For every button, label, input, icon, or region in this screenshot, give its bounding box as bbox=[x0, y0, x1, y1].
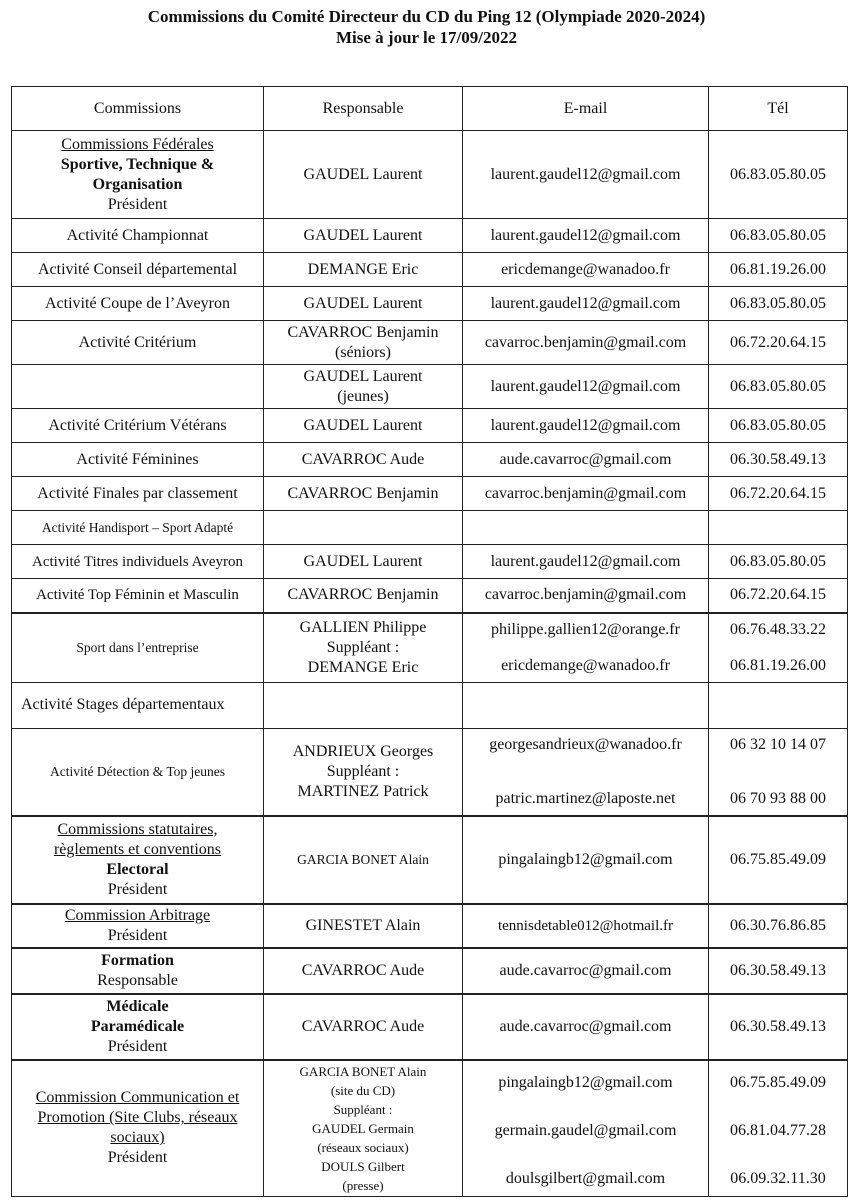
responsable-cell bbox=[264, 682, 463, 728]
email-cell bbox=[463, 1060, 709, 1197]
responsable-cell: GAUDEL Laurent bbox=[264, 409, 463, 443]
table-row bbox=[12, 904, 848, 948]
commission-cell: Activité Féminines bbox=[12, 443, 264, 477]
tel-cell: 06.30.58.49.13 bbox=[709, 948, 848, 994]
responsable-name: GARCIA BONET Alain bbox=[299, 1063, 427, 1079]
responsable-cell bbox=[264, 321, 463, 365]
commission-cell bbox=[12, 948, 264, 994]
email-tertiary: doulsgilbert@gmail.com bbox=[505, 1169, 666, 1187]
responsable-note: (séniors) bbox=[335, 343, 391, 361]
tel-cell: 06.81.19.26.00 bbox=[709, 253, 848, 287]
tel-cell: 06.83.05.80.05 bbox=[709, 131, 848, 219]
responsable-cell: CAVARROC Benjamin bbox=[264, 579, 463, 613]
responsable-substitute-name: MARTINEZ Patrick bbox=[297, 782, 429, 800]
email-cell bbox=[463, 511, 709, 545]
responsable-name: GAUDEL Laurent bbox=[303, 367, 423, 385]
commission-name: Sportive, Technique & bbox=[60, 155, 215, 173]
tel-cell: 06.83.05.80.05 bbox=[709, 219, 848, 253]
commission-name-cont: Organisation bbox=[92, 175, 183, 193]
responsable-cell bbox=[264, 613, 463, 683]
table-row bbox=[12, 948, 848, 994]
commission-cell: Activité Détection & Top jeunes bbox=[12, 728, 264, 816]
email-cell: cavarroc.benjamin@gmail.com bbox=[463, 579, 709, 613]
table-row bbox=[12, 219, 848, 253]
tel-cell: 06.30.58.49.13 bbox=[709, 443, 848, 477]
commission-name-cont: Paramédicale bbox=[90, 1017, 185, 1035]
commission-role: Président bbox=[107, 926, 168, 944]
commission-name: Electoral bbox=[106, 860, 169, 878]
tel-primary: 06.75.85.49.09 bbox=[730, 1073, 826, 1091]
email-primary: pingalaingb12@gmail.com bbox=[498, 1073, 673, 1091]
email-cell: laurent.gaudel12@gmail.com bbox=[463, 545, 709, 579]
tel-cell: 06.72.20.64.15 bbox=[709, 321, 848, 365]
email-cell: cavarroc.benjamin@gmail.com bbox=[463, 321, 709, 365]
table-row bbox=[12, 1060, 848, 1197]
responsable-substitute-label: Suppléant : bbox=[333, 1101, 393, 1117]
tel-secondary: 06.81.04.77.28 bbox=[730, 1121, 826, 1139]
responsable-cell: CAVARROC Aude bbox=[264, 948, 463, 994]
table-row bbox=[12, 545, 848, 579]
responsable-substitute-label: Suppléant : bbox=[326, 762, 400, 780]
commission-cell: Activité Stages départementaux bbox=[12, 682, 264, 728]
email-cell: laurent.gaudel12@gmail.com bbox=[463, 219, 709, 253]
header-tel: Tél bbox=[709, 87, 848, 131]
email-cell: tennisdetable012@hotmail.fr bbox=[463, 904, 709, 948]
commission-cell: Activité Critérium bbox=[12, 321, 264, 365]
commission-group-title: Commissions Fédérales bbox=[61, 135, 214, 153]
tel-primary: 06 32 10 14 07 bbox=[730, 735, 826, 753]
email-primary: philippe.gallien12@orange.fr bbox=[491, 620, 680, 638]
commission-name-cont: Promotion (Site Clubs, réseaux bbox=[37, 1109, 238, 1127]
responsable-cell: GAUDEL Laurent bbox=[264, 131, 463, 219]
tel-cell bbox=[709, 728, 848, 816]
responsable-cell bbox=[264, 511, 463, 545]
email-primary: georgesandrieux@wanadoo.fr bbox=[489, 735, 682, 753]
commission-cell: Activité Top Féminin et Masculin bbox=[12, 579, 264, 613]
header-commissions: Commissions bbox=[12, 87, 264, 131]
commission-cell bbox=[12, 994, 264, 1060]
responsable-cell: GAUDEL Laurent bbox=[264, 219, 463, 253]
responsable-cell: GAUDEL Laurent bbox=[264, 287, 463, 321]
table-row bbox=[12, 613, 848, 683]
header-responsable: Responsable bbox=[264, 87, 463, 131]
commission-cell: Activité Finales par classement bbox=[12, 477, 264, 511]
email-cell: pingalaingb12@gmail.com bbox=[463, 816, 709, 904]
email-secondary: germain.gaudel@gmail.com bbox=[494, 1121, 677, 1139]
email-cell: aude.cavarroc@gmail.com bbox=[463, 443, 709, 477]
responsable-name: ANDRIEUX Georges bbox=[292, 742, 434, 760]
tel-primary: 06.76.48.33.22 bbox=[730, 620, 826, 638]
commission-cell bbox=[12, 816, 264, 904]
commission-cell: Activité Critérium Vétérans bbox=[12, 409, 264, 443]
table-row bbox=[12, 409, 848, 443]
table-row bbox=[12, 443, 848, 477]
email-cell bbox=[463, 682, 709, 728]
commission-cell bbox=[12, 1060, 264, 1197]
table-row bbox=[12, 131, 848, 219]
responsable-substitute-label: Suppléant : bbox=[326, 638, 400, 656]
commission-role: Président bbox=[107, 880, 168, 898]
responsable-substitute-name: DEMANGE Eric bbox=[307, 658, 419, 676]
email-cell bbox=[463, 728, 709, 816]
tel-cell: 06.72.20.64.15 bbox=[709, 579, 848, 613]
commission-cell bbox=[12, 904, 264, 948]
table-row bbox=[12, 994, 848, 1060]
responsable-cell: CAVARROC Benjamin bbox=[264, 477, 463, 511]
tel-cell: 06.83.05.80.05 bbox=[709, 409, 848, 443]
commission-name: Médicale bbox=[106, 997, 169, 1015]
tel-cell: 06.83.05.80.05 bbox=[709, 287, 848, 321]
table-row bbox=[12, 477, 848, 511]
tel-cell: 06.72.20.64.15 bbox=[709, 477, 848, 511]
tel-cell: 06.30.58.49.13 bbox=[709, 994, 848, 1060]
commission-cell: Activité Conseil départemental bbox=[12, 253, 264, 287]
email-cell: cavarroc.benjamin@gmail.com bbox=[463, 477, 709, 511]
header-row bbox=[12, 87, 848, 131]
table-row bbox=[12, 728, 848, 816]
responsable-name: GALLIEN Philippe bbox=[299, 618, 427, 636]
tel-tertiary: 06.09.32.11.30 bbox=[730, 1169, 826, 1187]
commission-name-end: sociaux) bbox=[110, 1129, 165, 1147]
email-cell: aude.cavarroc@gmail.com bbox=[463, 994, 709, 1060]
tel-cell bbox=[709, 682, 848, 728]
tel-cell: 06.75.85.49.09 bbox=[709, 816, 848, 904]
tel-cell bbox=[709, 511, 848, 545]
email-substitute: patric.martinez@laposte.net bbox=[495, 789, 676, 807]
email-cell: ericdemange@wanadoo.fr bbox=[463, 253, 709, 287]
email-cell: aude.cavarroc@gmail.com bbox=[463, 948, 709, 994]
responsable-cell: CAVARROC Aude bbox=[264, 443, 463, 477]
responsable-name: CAVARROC Benjamin bbox=[287, 323, 439, 341]
responsable-substitute-note: (réseaux sociaux) bbox=[317, 1139, 409, 1155]
responsable-cell bbox=[264, 365, 463, 409]
email-cell: laurent.gaudel12@gmail.com bbox=[463, 131, 709, 219]
email-cell: laurent.gaudel12@gmail.com bbox=[463, 287, 709, 321]
table-row bbox=[12, 365, 848, 409]
responsable-cell: CAVARROC Aude bbox=[264, 994, 463, 1060]
responsable-cell: GAUDEL Laurent bbox=[264, 545, 463, 579]
tel-cell bbox=[709, 613, 848, 683]
table-row bbox=[12, 287, 848, 321]
email-substitute: ericdemange@wanadoo.fr bbox=[501, 656, 670, 674]
responsable-cell: DEMANGE Eric bbox=[264, 253, 463, 287]
commission-name: Commission Communication et bbox=[35, 1089, 240, 1107]
commission-cell bbox=[12, 131, 264, 219]
tel-cell: 06.30.76.86.85 bbox=[709, 904, 848, 948]
document-title bbox=[0, 6, 853, 48]
commission-group-title-cont: règlements et conventions bbox=[53, 840, 222, 858]
responsable-cell bbox=[264, 728, 463, 816]
responsable-third-note: (presse) bbox=[342, 1177, 384, 1193]
responsable-substitute-name: GAUDEL Germain bbox=[312, 1120, 414, 1136]
commission-role: Président bbox=[107, 1149, 168, 1167]
commission-cell bbox=[12, 365, 264, 409]
commission-cell: Activité Titres individuels Aveyron bbox=[12, 545, 264, 579]
responsable-cell bbox=[264, 1060, 463, 1197]
tel-cell: 06.83.05.80.05 bbox=[709, 365, 848, 409]
tel-cell bbox=[709, 1060, 848, 1197]
commission-group-title: Commissions statutaires, bbox=[57, 820, 218, 838]
commission-cell: Activité Handisport – Sport Adapté bbox=[12, 511, 264, 545]
header-email: E-mail bbox=[463, 87, 709, 131]
responsable-third-name: DOULS Gilbert bbox=[321, 1158, 405, 1174]
email-cell: laurent.gaudel12@gmail.com bbox=[463, 409, 709, 443]
email-cell bbox=[463, 613, 709, 683]
tel-substitute: 06.81.19.26.00 bbox=[730, 656, 826, 674]
responsable-cell: GINESTET Alain bbox=[264, 904, 463, 948]
commission-cell: Sport dans l’entreprise bbox=[12, 613, 264, 683]
commission-role: Président bbox=[107, 195, 168, 213]
commission-cell: Activité Championnat bbox=[12, 219, 264, 253]
responsable-cell: GARCIA BONET Alain bbox=[264, 816, 463, 904]
responsable-note: (site du CD) bbox=[330, 1082, 396, 1098]
commission-role: Président bbox=[107, 1037, 168, 1055]
title-line-1: Commissions du Comité Directeur du CD du Ping 12 (Olympiade 2020-2024) bbox=[147, 7, 706, 26]
commissions-table bbox=[11, 86, 848, 1197]
table-row bbox=[12, 816, 848, 904]
email-cell: laurent.gaudel12@gmail.com bbox=[463, 365, 709, 409]
table-row bbox=[12, 321, 848, 365]
commission-name: Formation bbox=[101, 951, 174, 969]
title-line-2: Mise à jour le 17/09/2022 bbox=[336, 28, 517, 47]
table-row bbox=[12, 253, 848, 287]
commission-cell: Activité Coupe de l’Aveyron bbox=[12, 287, 264, 321]
tel-cell: 06.83.05.80.05 bbox=[709, 545, 848, 579]
commission-name: Commission Arbitrage bbox=[64, 906, 211, 924]
tel-substitute: 06 70 93 88 00 bbox=[730, 789, 826, 807]
commission-role: Responsable bbox=[97, 971, 178, 989]
responsable-note: (jeunes) bbox=[337, 387, 389, 405]
table-row bbox=[12, 579, 848, 613]
table-row bbox=[12, 682, 848, 728]
table-row bbox=[12, 511, 848, 545]
